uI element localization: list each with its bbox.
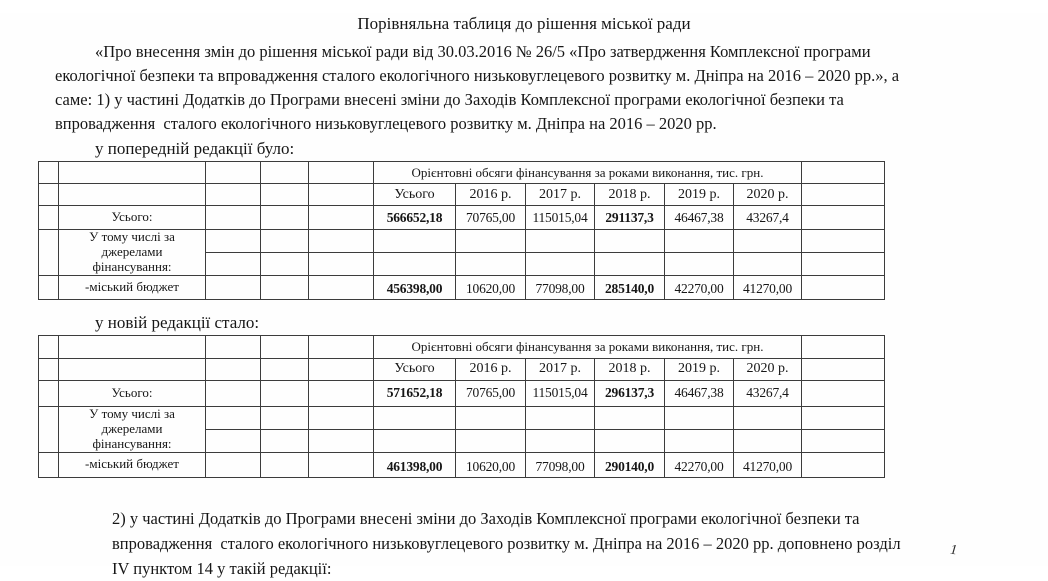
city-budget-value-cell: 77098,00 (526, 452, 595, 477)
empty-cell (665, 429, 734, 452)
empty-cell (802, 358, 885, 380)
empty-cell (309, 184, 374, 206)
paragraph-line: впровадження сталого екологічного низьковуглецевого розвитку м. Дніпра на 2016 – 2020 рр. (55, 114, 717, 133)
empty-cell (39, 358, 59, 380)
empty-cell (261, 206, 309, 230)
city-budget-value-cell: 41270,00 (734, 452, 802, 477)
empty-cell (206, 275, 261, 299)
row-label-sources: У тому числі за джерелами фінансування: (59, 230, 206, 276)
empty-cell (374, 230, 456, 253)
total-value-cell: 296137,3 (595, 380, 665, 406)
row-label-city-budget: -міський бюджет (59, 275, 206, 299)
year-column-header: 2016 р. (456, 358, 526, 380)
total-value-cell: 43267,4 (734, 206, 802, 230)
empty-cell (261, 162, 309, 184)
city-budget-value-cell: 42270,00 (665, 275, 734, 299)
empty-cell (261, 275, 309, 299)
empty-cell (526, 406, 595, 429)
total-value-cell: 70765,00 (456, 380, 526, 406)
year-column-header: 2020 р. (734, 358, 802, 380)
empty-cell (206, 429, 261, 452)
total-value-cell: 70765,00 (456, 206, 526, 230)
total-value-cell: 566652,18 (374, 206, 456, 230)
total-value-cell: 43267,4 (734, 380, 802, 406)
empty-cell (206, 230, 261, 253)
paragraph-line: IV пунктом 14 у такій редакції: (112, 558, 332, 578)
year-column-header: 2017 р. (526, 184, 595, 206)
empty-cell (734, 230, 802, 253)
empty-cell (309, 230, 374, 253)
total-value-cell: 46467,38 (665, 380, 734, 406)
paragraph-line: «Про внесення змін до рішення міської ради від 30.03.2016 № 26/5 «Про затвердження Комплексної програми (95, 42, 871, 61)
empty-cell (206, 206, 261, 230)
document-title: Порівняльна таблиця до рішення міської ради (357, 14, 691, 33)
city-budget-value-cell: 42270,00 (665, 452, 734, 477)
city-budget-value-cell: 10620,00 (456, 275, 526, 299)
total-value-cell: 571652,18 (374, 380, 456, 406)
empty-cell (206, 252, 261, 275)
empty-cell (802, 206, 885, 230)
paragraph-line: саме: 1) у частині Додатків до Програми внесені зміни до Заходів Комплексної програми екологічної безпеки та (55, 90, 844, 109)
empty-cell (309, 380, 374, 406)
empty-cell (595, 406, 665, 429)
empty-cell (802, 184, 885, 206)
empty-cell (39, 162, 59, 184)
empty-cell (261, 380, 309, 406)
city-budget-value-cell: 285140,0 (595, 275, 665, 299)
empty-cell (206, 406, 261, 429)
total-value-cell: 115015,04 (526, 206, 595, 230)
finance-header: Орієнтовні обсяги фінансування за роками виконання, тис. грн. (374, 162, 802, 184)
empty-cell (802, 452, 885, 477)
year-column-header: 2020 р. (734, 184, 802, 206)
empty-cell (665, 252, 734, 275)
year-column-header: 2019 р. (665, 184, 734, 206)
empty-cell (595, 230, 665, 253)
year-column-header: Усього (374, 184, 456, 206)
edition-label-new: у новій редакції стало: (95, 312, 260, 332)
city-budget-value-cell: 10620,00 (456, 452, 526, 477)
total-value-cell: 291137,3 (595, 206, 665, 230)
empty-cell (665, 406, 734, 429)
empty-cell (374, 252, 456, 275)
empty-cell (526, 429, 595, 452)
empty-cell (39, 452, 59, 477)
empty-cell (526, 230, 595, 253)
empty-cell (734, 252, 802, 275)
year-column-header: 2018 р. (595, 184, 665, 206)
empty-cell (309, 358, 374, 380)
empty-cell (206, 162, 261, 184)
empty-cell (595, 252, 665, 275)
empty-cell (261, 429, 309, 452)
finance-header: Орієнтовні обсяги фінансування за роками виконання, тис. грн. (374, 335, 802, 358)
total-value-cell: 46467,38 (665, 206, 734, 230)
empty-cell (374, 406, 456, 429)
total-value-cell: 115015,04 (526, 380, 595, 406)
empty-cell (206, 358, 261, 380)
empty-cell (374, 429, 456, 452)
city-budget-value-cell: 41270,00 (734, 275, 802, 299)
empty-cell (39, 206, 59, 230)
row-label-city-budget: -міський бюджет (59, 452, 206, 477)
city-budget-value-cell: 290140,0 (595, 452, 665, 477)
empty-cell (59, 162, 206, 184)
empty-cell (802, 252, 885, 275)
empty-cell (309, 275, 374, 299)
empty-cell (802, 275, 885, 299)
empty-cell (456, 406, 526, 429)
empty-cell (456, 429, 526, 452)
year-column-header: 2017 р. (526, 358, 595, 380)
year-column-header: 2016 р. (456, 184, 526, 206)
empty-cell (802, 335, 885, 358)
empty-cell (206, 335, 261, 358)
empty-cell (309, 162, 374, 184)
empty-cell (206, 452, 261, 477)
empty-cell (59, 358, 206, 380)
empty-cell (261, 184, 309, 206)
empty-cell (802, 429, 885, 452)
edition-label-previous: у попередній редакції було: (95, 139, 295, 158)
empty-cell (39, 230, 59, 276)
empty-cell (309, 429, 374, 452)
empty-cell (734, 429, 802, 452)
comparison-table-new (38, 335, 885, 478)
year-column-header: Усього (374, 358, 456, 380)
empty-cell (261, 252, 309, 275)
paragraph-line: екологічної безпеки та впровадження сталого екологічного низьковуглецевого розвитку м. Дніпра на 2016 – 2020 рр.», а (55, 66, 900, 85)
empty-cell (309, 406, 374, 429)
row-label-total: Усього: (59, 206, 206, 230)
page-number: 1 (949, 542, 958, 559)
paragraph-line: 2) у частині Додатків до Програми внесені зміни до Заходів Комплексної програми екологічної безпеки та (112, 508, 860, 528)
empty-cell (261, 358, 309, 380)
city-budget-value-cell: 456398,00 (374, 275, 456, 299)
empty-cell (261, 452, 309, 477)
empty-cell (802, 380, 885, 406)
city-budget-value-cell: 461398,00 (374, 452, 456, 477)
comparison-table-previous (38, 161, 885, 300)
row-label-sources: У тому числі за джерелами фінансування: (59, 406, 206, 452)
empty-cell (39, 406, 59, 452)
empty-cell (595, 429, 665, 452)
empty-cell (39, 380, 59, 406)
document-page (0, 13, 1048, 578)
empty-cell (309, 252, 374, 275)
empty-cell (309, 335, 374, 358)
empty-cell (309, 206, 374, 230)
empty-cell (59, 184, 206, 206)
paragraph-line: впровадження сталого екологічного низьковуглецевого розвитку м. Дніпра на 2016 – 2020 рр. доповнено розділ (112, 533, 901, 553)
empty-cell (802, 162, 885, 184)
empty-cell (456, 252, 526, 275)
empty-cell (802, 230, 885, 253)
intro-paragraph (55, 40, 1008, 136)
empty-cell (665, 230, 734, 253)
year-column-header: 2019 р. (665, 358, 734, 380)
city-budget-value-cell: 77098,00 (526, 275, 595, 299)
empty-cell (261, 406, 309, 429)
year-column-header: 2018 р. (595, 358, 665, 380)
empty-cell (261, 230, 309, 253)
closing-paragraph (112, 506, 1018, 581)
empty-cell (261, 335, 309, 358)
empty-cell (456, 230, 526, 253)
empty-cell (734, 406, 802, 429)
empty-cell (802, 406, 885, 429)
empty-cell (309, 452, 374, 477)
empty-cell (39, 184, 59, 206)
empty-cell (206, 184, 261, 206)
empty-cell (59, 335, 206, 358)
empty-cell (526, 252, 595, 275)
empty-cell (39, 275, 59, 299)
empty-cell (206, 380, 261, 406)
row-label-total: Усього: (59, 380, 206, 406)
empty-cell (39, 335, 59, 358)
